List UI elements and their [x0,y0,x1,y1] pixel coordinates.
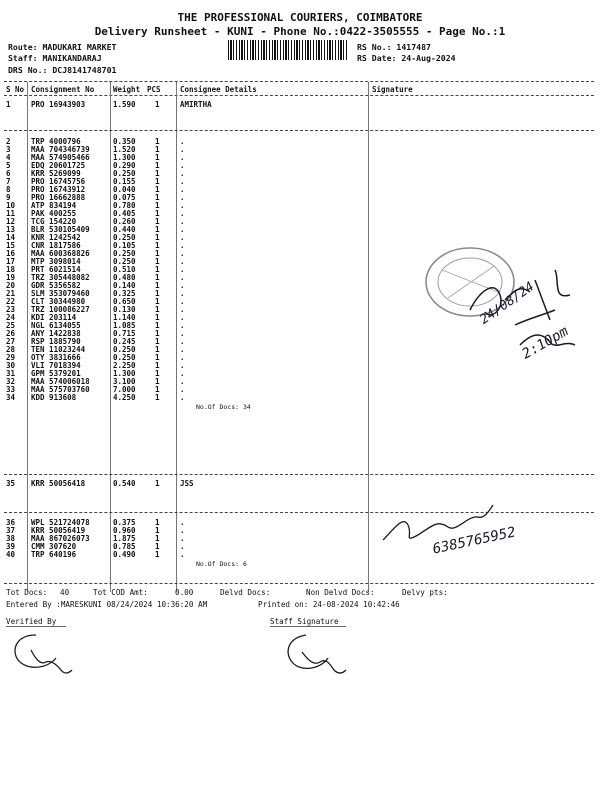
cell-weight: 0.490 [113,550,136,559]
cell-weight: 0.650 [113,297,136,306]
cell-weight: 1.520 [113,145,136,154]
cell-consignee: . [180,257,185,266]
cell-sno: 5 [6,161,11,170]
rs-date: RS Date: 24-Aug-2024 [357,53,456,63]
cell-pcs: 1 [155,273,160,282]
cell-consignment-no: MAA 704346739 [31,145,90,154]
cell-pcs: 1 [155,145,160,154]
cell-consignee: . [180,249,185,258]
cell-weight: 0.960 [113,526,136,535]
route-label: Route: MADUKARI MARKET [8,42,117,52]
staff-signature-svg [278,630,348,680]
cell-consignee: . [180,518,185,527]
cell-pcs: 1 [155,313,160,322]
cell-consignee: . [180,377,185,386]
cell-pcs: 1 [155,550,160,559]
cell-consignee: . [180,153,185,162]
cell-consignment-no: PAK 400255 [31,209,77,218]
cell-sno: 9 [6,193,11,202]
cell-sno: 12 [6,217,16,226]
runsheet-subtitle: Delivery Runsheet - KUNI - Phone No.:0422-3505555 - Page No.:1 [94,25,506,38]
cell-consignee: . [180,369,185,378]
cell-sno: 11 [6,209,16,218]
verified-by-label: Verified By [6,617,57,626]
cell-weight: 0.260 [113,217,136,226]
cell-consignee: . [180,145,185,154]
cell-consignment-no: KRR 50056418 [31,479,86,488]
cell-pcs: 1 [155,289,160,298]
cell-consignment-no: RSP 1885790 [31,337,81,346]
cell-sno: 34 [6,393,16,402]
cell-consignee: . [180,281,185,290]
cell-pcs: 1 [155,479,160,488]
cell-weight: 1.140 [113,313,136,322]
cell-sno: 6 [6,169,11,178]
cell-consignee: . [180,329,185,338]
cell-consignee: . [180,353,185,362]
cell-sno: 32 [6,377,16,386]
cell-pcs: 1 [155,526,160,535]
cell-consignee: . [180,193,185,202]
cell-pcs: 1 [155,137,160,146]
cell-pcs: 1 [155,225,160,234]
cell-pcs: 1 [155,169,160,178]
cell-sno: 10 [6,201,16,210]
cell-consignee: . [180,201,185,210]
cell-pcs: 1 [155,217,160,226]
cell-sno: 8 [6,185,11,194]
cell-weight: 0.510 [113,265,136,274]
cell-sno: 27 [6,337,16,346]
cell-consignment-no: EDQ 20601725 [31,161,86,170]
cell-pcs: 1 [155,233,160,242]
cell-sno: 29 [6,353,16,362]
cell-consignment-no: ANY 1422838 [31,329,81,338]
cell-consignment-no: KDD 913608 [31,393,77,402]
cell-consignment-no: OTY 3831666 [31,353,81,362]
delivered-docs-label: Delvd Docs: [220,588,271,597]
cell-sno: 21 [6,289,16,298]
group-divider [4,474,594,475]
cell-weight: 0.250 [113,233,136,242]
cell-sno: 36 [6,518,16,527]
cell-sno: 30 [6,361,16,370]
cell-consignee: . [180,385,185,394]
cell-weight: 0.250 [113,257,136,266]
cell-pcs: 1 [155,265,160,274]
cell-sno: 23 [6,305,16,314]
col-pcs: PCS [147,85,161,94]
cell-consignment-no: TRP 640196 [31,550,77,559]
handwritten-date: 24/08/24 [477,279,538,328]
cell-weight: 0.375 [113,518,136,527]
col-weight: Weight [113,85,141,94]
cell-pcs: 1 [155,209,160,218]
group-divider [4,512,594,513]
cell-consignment-no: TRZ 305448082 [31,273,90,282]
docs-count-note: No.Of Docs: 6 [196,560,247,568]
cell-consignment-no: GDR 5356582 [31,281,81,290]
total-docs-label: Tot Docs: [6,588,48,597]
staff-label: Staff: MANIKANDARAJ [8,53,102,63]
cell-consignee: . [180,313,185,322]
cell-pcs: 1 [155,201,160,210]
col-consignment: Consignment No [31,85,95,94]
cell-consignee: . [180,361,185,370]
cell-pcs: 1 [155,377,160,386]
cell-weight: 0.780 [113,201,136,210]
cell-sno: 16 [6,249,16,258]
cell-consignee: . [180,289,185,298]
cell-consignee: . [180,534,185,543]
cell-consignee: . [180,550,185,559]
col-sno: S No [6,85,25,94]
cell-sno: 2 [6,137,11,146]
cell-consignee: . [180,185,185,194]
cell-weight: 0.105 [113,241,136,250]
cell-consignee: . [180,209,185,218]
cell-consignee: . [180,241,185,250]
cell-pcs: 1 [155,281,160,290]
printed-on: Printed on: 24-08-2024 10:42:46 [258,600,400,609]
cell-sno: 4 [6,153,11,162]
cell-weight: 0.440 [113,225,136,234]
cell-pcs: 1 [155,542,160,551]
cell-pcs: 1 [155,177,160,186]
cell-sno: 13 [6,225,16,234]
group-divider [4,130,594,131]
delivery-points-label: Delvy pts: [402,588,448,597]
cell-weight: 0.785 [113,542,136,551]
cell-sno: 24 [6,313,16,322]
total-cod-value: 0.00 [175,588,194,597]
cell-pcs: 1 [155,241,160,250]
cell-sno: 35 [6,479,16,488]
footer-divider [4,583,594,584]
cell-sno: 33 [6,385,16,394]
cell-weight: 1.085 [113,321,136,330]
cell-pcs: 1 [155,385,160,394]
cell-consignment-no: GPM 5379201 [31,369,81,378]
cell-weight: 0.040 [113,185,136,194]
cell-consignment-no: CMM 307620 [31,542,77,551]
cell-consignment-no: MAA 867026073 [31,534,90,543]
cell-weight: 4.250 [113,393,136,402]
staff-signature-label: Staff Signature [270,617,339,626]
cell-weight: 1.590 [113,100,136,109]
cell-consignee: AMIRTHA [180,100,212,109]
cell-consignment-no: ATP 834194 [31,201,77,210]
company-title: THE PROFESSIONAL COURIERS, COIMBATORE [177,11,423,24]
cell-weight: 0.325 [113,289,136,298]
cell-sno: 25 [6,321,16,330]
cell-pcs: 1 [155,353,160,362]
cell-consignment-no: KDI 203114 [31,313,77,322]
cell-sno: 3 [6,145,11,154]
cell-weight: 3.100 [113,377,136,386]
cell-pcs: 1 [155,369,160,378]
cell-consignment-no: TEN 11023244 [31,345,86,354]
cell-pcs: 1 [155,361,160,370]
cell-consignee: . [180,177,185,186]
cell-pcs: 1 [155,185,160,194]
cell-consignee: . [180,169,185,178]
cell-consignee: . [180,137,185,146]
cell-consignee: . [180,217,185,226]
cell-consignee: JSS [180,479,194,488]
cell-sno: 38 [6,534,16,543]
column-header-divider [4,95,594,96]
cell-consignee: . [180,337,185,346]
cell-weight: 0.250 [113,249,136,258]
cell-consignee: . [180,273,185,282]
cell-consignment-no: PRO 16745756 [31,177,86,186]
cell-consignment-no: TRZ 100086227 [31,305,90,314]
cell-weight: 0.250 [113,353,136,362]
col-signature: Signature [372,85,413,94]
cell-pcs: 1 [155,345,160,354]
cell-consignment-no: VLI 7018394 [31,361,81,370]
cell-pcs: 1 [155,297,160,306]
cell-weight: 1.300 [113,369,136,378]
cell-consignment-no: MAA 574006018 [31,377,90,386]
cell-weight: 1.875 [113,534,136,543]
cell-consignment-no: KRR 50056419 [31,526,86,535]
cell-weight: 0.140 [113,281,136,290]
cell-consignee: . [180,542,185,551]
entered-by: Entered By :MARESKUNI 08/24/2024 10:36:20 AM [6,600,208,609]
docs-count-note: No.Of Docs: 34 [196,403,251,411]
cell-consignment-no: BLR 530105409 [31,225,90,234]
cell-consignee: . [180,233,185,242]
cell-consignee: . [180,393,185,402]
cell-weight: 2.250 [113,361,136,370]
cell-pcs: 1 [155,305,160,314]
cell-weight: 0.250 [113,169,136,178]
cell-weight: 1.300 [113,153,136,162]
cell-sno: 40 [6,550,16,559]
cell-consignment-no: MTP 3098014 [31,257,81,266]
cell-consignment-no: MAA 600368826 [31,249,90,258]
cell-sno: 28 [6,345,16,354]
cell-weight: 0.480 [113,273,136,282]
cell-consignment-no: PRO 16943903 [31,100,86,109]
cell-weight: 0.290 [113,161,136,170]
cell-pcs: 1 [155,249,160,258]
total-docs-value: 40 [60,588,70,597]
col-consignee: Consignee Details [180,85,257,94]
cell-consignee: . [180,345,185,354]
handwritten-time: 2:10pm [519,323,572,363]
cell-consignment-no: NGL 6134055 [31,321,81,330]
cell-sno: 26 [6,329,16,338]
cell-consignee: . [180,321,185,330]
cell-weight: 0.350 [113,137,136,146]
cell-sno: 39 [6,542,16,551]
cell-consignee: . [180,297,185,306]
cell-weight: 0.540 [113,479,136,488]
cell-pcs: 1 [155,393,160,402]
cell-pcs: 1 [155,161,160,170]
cell-pcs: 1 [155,100,160,109]
total-cod-label: Tot COD Amt: [93,588,148,597]
cell-weight: 0.130 [113,305,136,314]
cell-consignment-no: CNR 1817586 [31,241,81,250]
cell-consignment-no: PRO 16662888 [31,193,86,202]
cell-weight: 0.155 [113,177,136,186]
cell-sno: 37 [6,526,16,535]
cell-sno: 1 [6,100,11,109]
cell-weight: 0.075 [113,193,136,202]
cell-sno: 18 [6,265,16,274]
cell-sno: 19 [6,273,16,282]
cell-sno: 7 [6,177,11,186]
cell-pcs: 1 [155,337,160,346]
cell-consignee: . [180,526,185,535]
cell-consignment-no: TCG 154220 [31,217,77,226]
cell-weight: 0.405 [113,209,136,218]
cell-consignee: . [180,225,185,234]
cell-weight: 0.715 [113,329,136,338]
cell-weight: 7.000 [113,385,136,394]
verifier-signature-svg [6,630,76,680]
cell-sno: 17 [6,257,16,266]
cell-weight: 0.250 [113,345,136,354]
cell-sno: 14 [6,233,16,242]
barcode-image [228,40,348,60]
cell-consignment-no: PRT 6021514 [31,265,81,274]
non-delivered-docs-label: Non Delvd Docs: [306,588,375,597]
cell-consignment-no: SLM 353079460 [31,289,90,298]
cell-sno: 31 [6,369,16,378]
cell-pcs: 1 [155,153,160,162]
cell-weight: 0.245 [113,337,136,346]
cell-consignment-no: MAA 574905466 [31,153,90,162]
cell-consignee: . [180,265,185,274]
cell-consignment-no: TRP 4000796 [31,137,81,146]
header-divider [4,81,594,82]
drs-number: DRS No.: DCJ8141748701 [8,65,117,75]
cell-consignment-no: MAA 575703760 [31,385,90,394]
cell-pcs: 1 [155,518,160,527]
cell-pcs: 1 [155,321,160,330]
cell-consignment-no: KNR 1242542 [31,233,81,242]
cell-pcs: 1 [155,193,160,202]
cell-consignee: . [180,305,185,314]
cell-sno: 15 [6,241,16,250]
cell-pcs: 1 [155,257,160,266]
handwritten-phone: 6385765952 [431,524,518,558]
cell-pcs: 1 [155,329,160,338]
cell-consignment-no: CLT 30344980 [31,297,86,306]
rs-number: RS No.: 1417487 [357,42,431,52]
cell-consignment-no: KRR 5269099 [31,169,81,178]
cell-consignee: . [180,161,185,170]
cell-pcs: 1 [155,534,160,543]
cell-sno: 22 [6,297,16,306]
cell-sno: 20 [6,281,16,290]
cell-consignment-no: WPL 521724078 [31,518,90,527]
cell-consignment-no: PRO 16743912 [31,185,86,194]
